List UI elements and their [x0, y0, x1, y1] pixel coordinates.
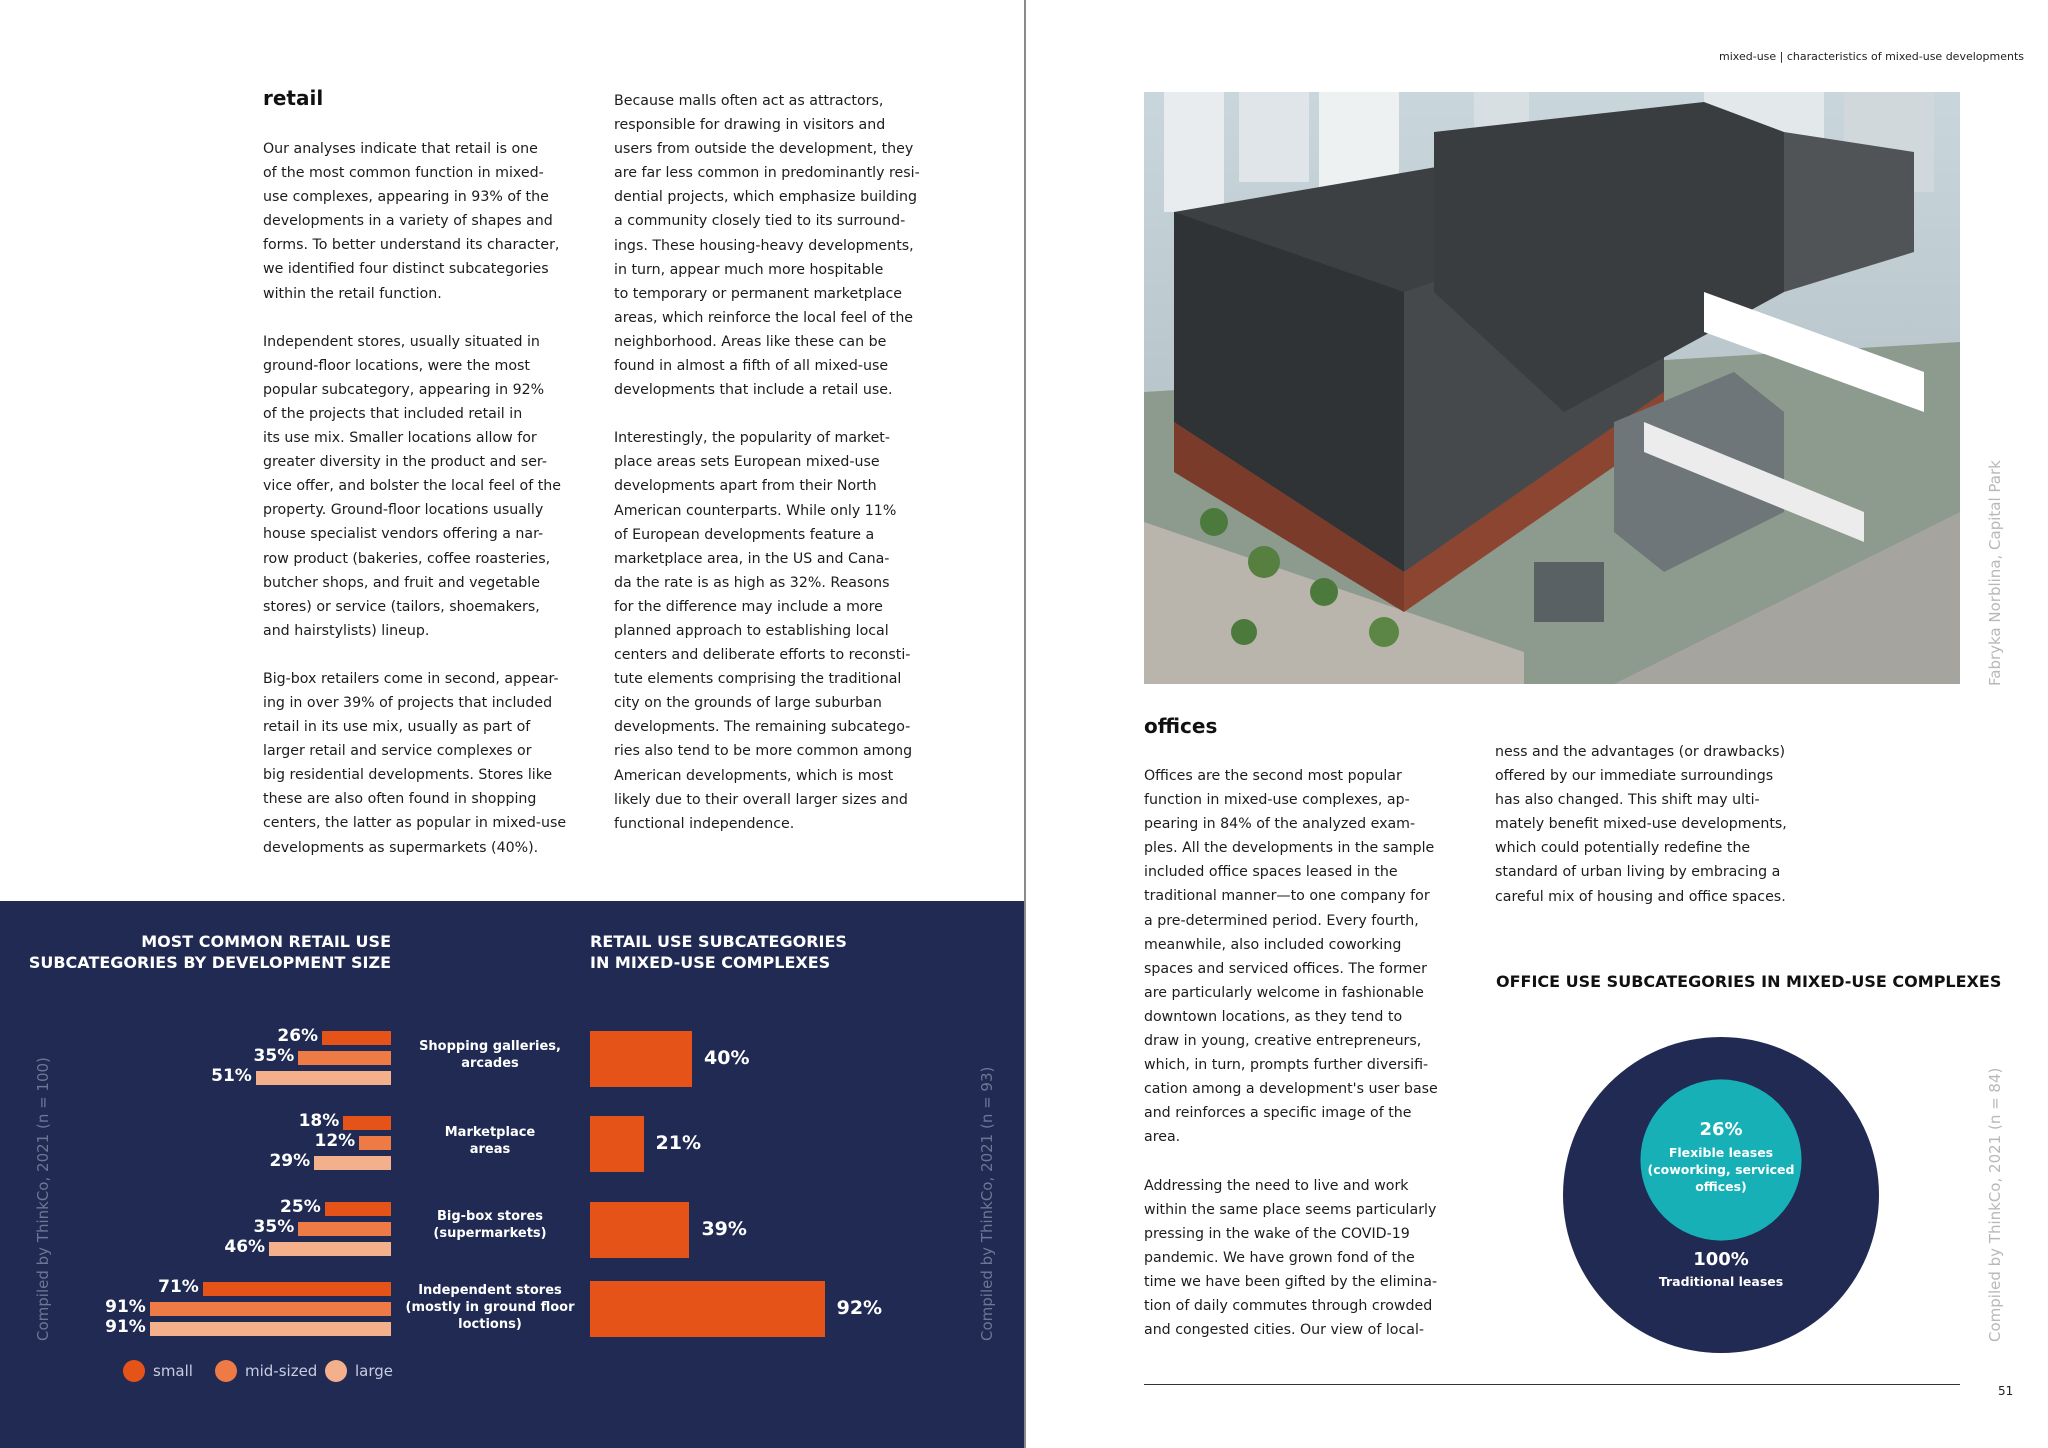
text-line: traditional manner—to one company for — [1144, 888, 1430, 905]
bar-mid-sized — [359, 1136, 391, 1150]
paragraph — [1495, 740, 1825, 909]
bar-mid-sized — [298, 1051, 391, 1065]
bar-small — [203, 1282, 391, 1296]
text-line: which could potentially redefine the — [1495, 840, 1751, 857]
text-line: forms. To better understand its character, — [263, 237, 560, 254]
text-line: tute elements comprising the traditional — [614, 671, 902, 688]
footer-rule — [1144, 1384, 1960, 1385]
bar-value-label: 18% — [298, 1111, 340, 1131]
text-line: butcher shops, and fruit and vegetable — [263, 574, 540, 591]
bar-value-label: 12% — [314, 1131, 356, 1151]
category-label — [405, 1282, 575, 1333]
text-line: developments as supermarkets (40%). — [263, 839, 539, 856]
bar-value-label: 35% — [253, 1217, 295, 1237]
category-label — [405, 1038, 575, 1072]
office-chart-title: OFFICE USE SUBCATEGORIES IN MIXED-USE COMPLEXES — [1496, 972, 2002, 991]
text-line: cation among a development's user base — [1144, 1081, 1438, 1098]
text-line: which, in turn, prompts further diversifi- — [1144, 1057, 1429, 1074]
text-line: likely due to their overall larger sizes and — [614, 791, 908, 808]
total-bar — [590, 1031, 692, 1087]
circle-label: Flexible leases — [1668, 1145, 1774, 1160]
chart2-title: RETAIL USE SUBCATEGORIES IN MIXED-USE COMPLEXES — [590, 932, 847, 972]
category-label-line: Shopping galleries, — [419, 1039, 561, 1054]
flexible-leases-circle — [1640, 1079, 1801, 1240]
legend-swatch-small — [123, 1360, 145, 1382]
text-line: property. Ground-floor locations usually — [263, 502, 544, 519]
text-line: for the difference may include a more — [614, 598, 883, 615]
text-line: Interestingly, the popularity of market- — [614, 430, 890, 447]
bar-mid-sized — [298, 1222, 391, 1236]
page-number: 51 — [1998, 1384, 2014, 1398]
text-line: place areas sets European mixed-use — [614, 454, 880, 471]
text-line: of the projects that included retail in — [263, 405, 523, 422]
text-line: pandemic. We have grown fond of the — [1144, 1249, 1415, 1266]
source-note-left: Compiled by ThinkCo, 2021 (n = 100) — [34, 1057, 52, 1341]
text-line: marketplace area, in the US and Cana- — [614, 550, 890, 567]
category-label-line: loctions) — [458, 1317, 522, 1332]
paragraph — [1144, 1174, 1474, 1343]
text-line: row product (bakeries, coffee roasteries, — [263, 550, 551, 567]
bar-large — [256, 1071, 391, 1085]
text-line: developments in a variety of shapes and — [263, 213, 553, 230]
legend-label: small — [153, 1362, 193, 1380]
text-line: in turn, appear much more hospitable — [614, 261, 884, 278]
text-line: city on the grounds of large suburban — [614, 695, 882, 712]
legend-swatch-large — [325, 1360, 347, 1382]
bar-value-label: 91% — [105, 1317, 146, 1337]
text-line: area. — [1144, 1129, 1181, 1146]
circle-label: Traditional leases — [1658, 1274, 1784, 1289]
text-line: and hairstylists) lineup. — [263, 622, 430, 639]
text-line: stores) or service (tailors, shoemakers, — [263, 598, 540, 615]
bar-value-label: 25% — [280, 1197, 321, 1217]
text-line: ings. These housing-heavy developments, — [614, 237, 914, 254]
legend-label: mid-sized — [245, 1362, 318, 1380]
bar-small — [322, 1031, 391, 1045]
bar-large — [269, 1242, 391, 1256]
text-line: vice offer, and bolster the local feel of the — [263, 478, 561, 495]
retail-text-column-1 — [263, 137, 593, 884]
text-line: spaces and serviced offices. The former — [1144, 960, 1427, 977]
paragraph — [263, 137, 593, 306]
text-line: American counterparts. While only 11% — [614, 502, 897, 519]
text-line: American developments, which is most — [614, 767, 894, 784]
text-line: pressing in the wake of the COVID-19 — [1144, 1225, 1410, 1242]
category-label-line: Marketplace — [444, 1125, 536, 1140]
bar-value-label: 46% — [224, 1237, 266, 1257]
text-line: ing in over 39% of projects that included — [263, 694, 553, 711]
text-line: these are also often found in shopping — [263, 791, 537, 808]
text-line: ness and the advantages (or drawbacks) — [1495, 744, 1786, 760]
category-label — [405, 1124, 575, 1158]
retail-heading: retail — [263, 86, 324, 110]
total-bar-value-label: 21% — [655, 1132, 702, 1154]
total-bar-value-label: 40% — [704, 1047, 750, 1069]
bar-mid-sized — [150, 1302, 391, 1316]
text-line: retail in its use mix, usually as part of — [263, 719, 531, 736]
text-line: greater diversity in the product and ser- — [263, 454, 547, 471]
text-line: meanwhile, also included coworking — [1144, 936, 1402, 953]
bar-value-label: 29% — [269, 1151, 311, 1171]
retail-charts-panel — [0, 901, 1024, 1448]
bar-small — [343, 1116, 391, 1130]
category-label-line: (supermarkets) — [433, 1226, 547, 1241]
text-line: a community closely tied to its surround- — [614, 213, 906, 230]
text-line: mately benefit mixed-use developments, — [1495, 816, 1787, 833]
text-line: areas, which reinforce the local feel of the — [614, 309, 914, 326]
paragraph — [614, 89, 944, 402]
bar-large — [150, 1322, 391, 1336]
circle-label: 100% — [1693, 1249, 1749, 1270]
category-label — [405, 1208, 575, 1242]
text-line: dential projects, which emphasize building — [614, 189, 917, 206]
paragraph — [263, 330, 593, 643]
text-line: ground-floor locations, were the most — [263, 357, 530, 374]
offices-text-column-2 — [1495, 740, 1825, 933]
bar-large — [314, 1156, 391, 1170]
category-label-line: arcades — [461, 1056, 519, 1071]
text-line: draw in young, creative entrepreneurs, — [1144, 1033, 1422, 1050]
total-bar-value-label: 39% — [701, 1218, 747, 1240]
text-line: developments that include a retail use. — [614, 382, 893, 399]
text-line: users from outside the development, they — [614, 141, 914, 158]
text-line: are far less common in predominantly resi- — [614, 165, 920, 182]
building-illustration — [1144, 92, 1960, 684]
paragraph — [1144, 764, 1474, 1150]
text-line: responsible for drawing in visitors and — [614, 117, 886, 134]
text-line: Because malls often act as attractors, — [614, 93, 884, 109]
text-line: neighborhood. Areas like these can be — [614, 333, 887, 350]
text-line: found in almost a fifth of all mixed-use — [614, 358, 889, 375]
text-line: to temporary or permanent marketplace — [614, 285, 902, 302]
text-line: big residential developments. Stores like — [263, 767, 553, 784]
text-line: Offices are the second most popular — [1144, 768, 1402, 784]
bar-value-label: 51% — [211, 1066, 252, 1086]
paragraph — [263, 667, 593, 860]
category-label-line: Big-box stores — [436, 1209, 544, 1224]
text-line: a pre-determined period. Every fourth, — [1144, 912, 1419, 929]
text-line: Addressing the need to live and work — [1144, 1177, 1409, 1194]
bar-value-label: 35% — [253, 1046, 295, 1066]
text-line: developments. The remaining subcatego- — [614, 719, 911, 736]
category-label-line: areas — [469, 1142, 511, 1157]
retail-text-column-2 — [614, 89, 944, 860]
total-bar — [590, 1281, 825, 1337]
text-line: of the most common function in mixed- — [263, 165, 544, 182]
paragraph — [614, 426, 944, 836]
text-line: use complexes, appearing in 93% of the — [263, 189, 549, 206]
total-bar — [590, 1202, 689, 1258]
legend-swatch-mid-sized — [215, 1360, 237, 1382]
text-line: Independent stores, usually situated in — [263, 333, 540, 350]
text-line: standard of urban living by embracing a — [1495, 864, 1781, 881]
text-line: offered by our immediate surroundings — [1495, 768, 1774, 785]
text-line: ples. All the developments in the sample — [1144, 840, 1435, 857]
right-page — [1026, 0, 2048, 1448]
text-line: time we have been gifted by the elimina- — [1144, 1273, 1438, 1290]
text-line: has also changed. This shift may ulti- — [1495, 792, 1760, 809]
text-line: Our analyses indicate that retail is one — [263, 141, 538, 157]
text-line: tion of daily commutes through crowded — [1144, 1297, 1433, 1314]
chart1-title: MOST COMMON RETAIL USE SUBCATEGORIES BY DEVELOPMENT SIZE — [28, 932, 391, 972]
category-label-line: Independent stores — [418, 1283, 562, 1298]
text-line: planned approach to establishing local — [614, 622, 889, 639]
text-line: popular subcategory, appearing in 92% — [263, 381, 545, 398]
circle-label: (coworking, serviced — [1647, 1162, 1795, 1177]
building-photo — [1144, 92, 1960, 684]
text-line: house specialist vendors offering a nar- — [263, 526, 544, 543]
text-line: careful mix of housing and office spaces. — [1495, 888, 1786, 905]
bar-value-label: 71% — [158, 1277, 199, 1297]
text-line: developments apart from their North — [614, 478, 877, 495]
text-line: downtown locations, as they tend to — [1144, 1008, 1403, 1025]
text-line: and reinforces a specific image of the — [1144, 1105, 1412, 1122]
source-note-right: Compiled by ThinkCo, 2021 (n = 84) — [1986, 1067, 2004, 1342]
text-line: function in mixed-use complexes, ap- — [1144, 792, 1410, 809]
text-line: within the retail function. — [263, 285, 442, 302]
bar-small — [325, 1202, 391, 1216]
text-line: we identified four distinct subcategories — [263, 261, 549, 278]
bar-value-label: 91% — [105, 1297, 146, 1317]
text-line: centers, the latter as popular in mixed-use — [263, 815, 567, 832]
circle-label: 26% — [1699, 1119, 1743, 1140]
text-line: are particularly welcome in fashionable — [1144, 984, 1424, 1001]
circle-label: offices) — [1695, 1179, 1747, 1194]
text-line: larger retail and service complexes or — [263, 743, 532, 760]
text-line: included office spaces leased in the — [1144, 864, 1398, 881]
text-line: functional independence. — [614, 815, 795, 832]
bar-value-label: 26% — [277, 1026, 319, 1046]
photo-credit: Fabryka Norblina, Capital Park — [1986, 460, 2004, 686]
offices-text-column-1 — [1144, 764, 1474, 1366]
text-line: Big-box retailers come in second, appear- — [263, 670, 559, 687]
total-bar — [590, 1116, 644, 1172]
text-line: ries also tend to be more common among — [614, 743, 913, 760]
source-note-mid: Compiled by ThinkCo, 2021 (n = 93) — [978, 1066, 996, 1341]
text-line: within the same place seems particularly — [1144, 1201, 1437, 1218]
total-bar-value-label: 92% — [836, 1297, 883, 1319]
text-line: pearing in 84% of the analyzed exam- — [1144, 816, 1416, 833]
running-head: mixed-use | characteristics of mixed-use developments — [1719, 50, 2024, 63]
legend-label: large — [355, 1362, 394, 1380]
text-line: its use mix. Smaller locations allow for — [263, 430, 537, 447]
text-line: of European developments feature a — [614, 526, 875, 543]
text-line: centers and deliberate efforts to reconsti- — [614, 647, 911, 664]
text-line: da the rate is as high as 32%. Reasons — [614, 574, 890, 591]
text-line: and congested cities. Our view of local- — [1144, 1322, 1425, 1339]
office-circle-chart — [1556, 1030, 1886, 1360]
category-label-line: (mostly in ground floor — [405, 1300, 575, 1315]
offices-heading: offices — [1144, 714, 1218, 738]
